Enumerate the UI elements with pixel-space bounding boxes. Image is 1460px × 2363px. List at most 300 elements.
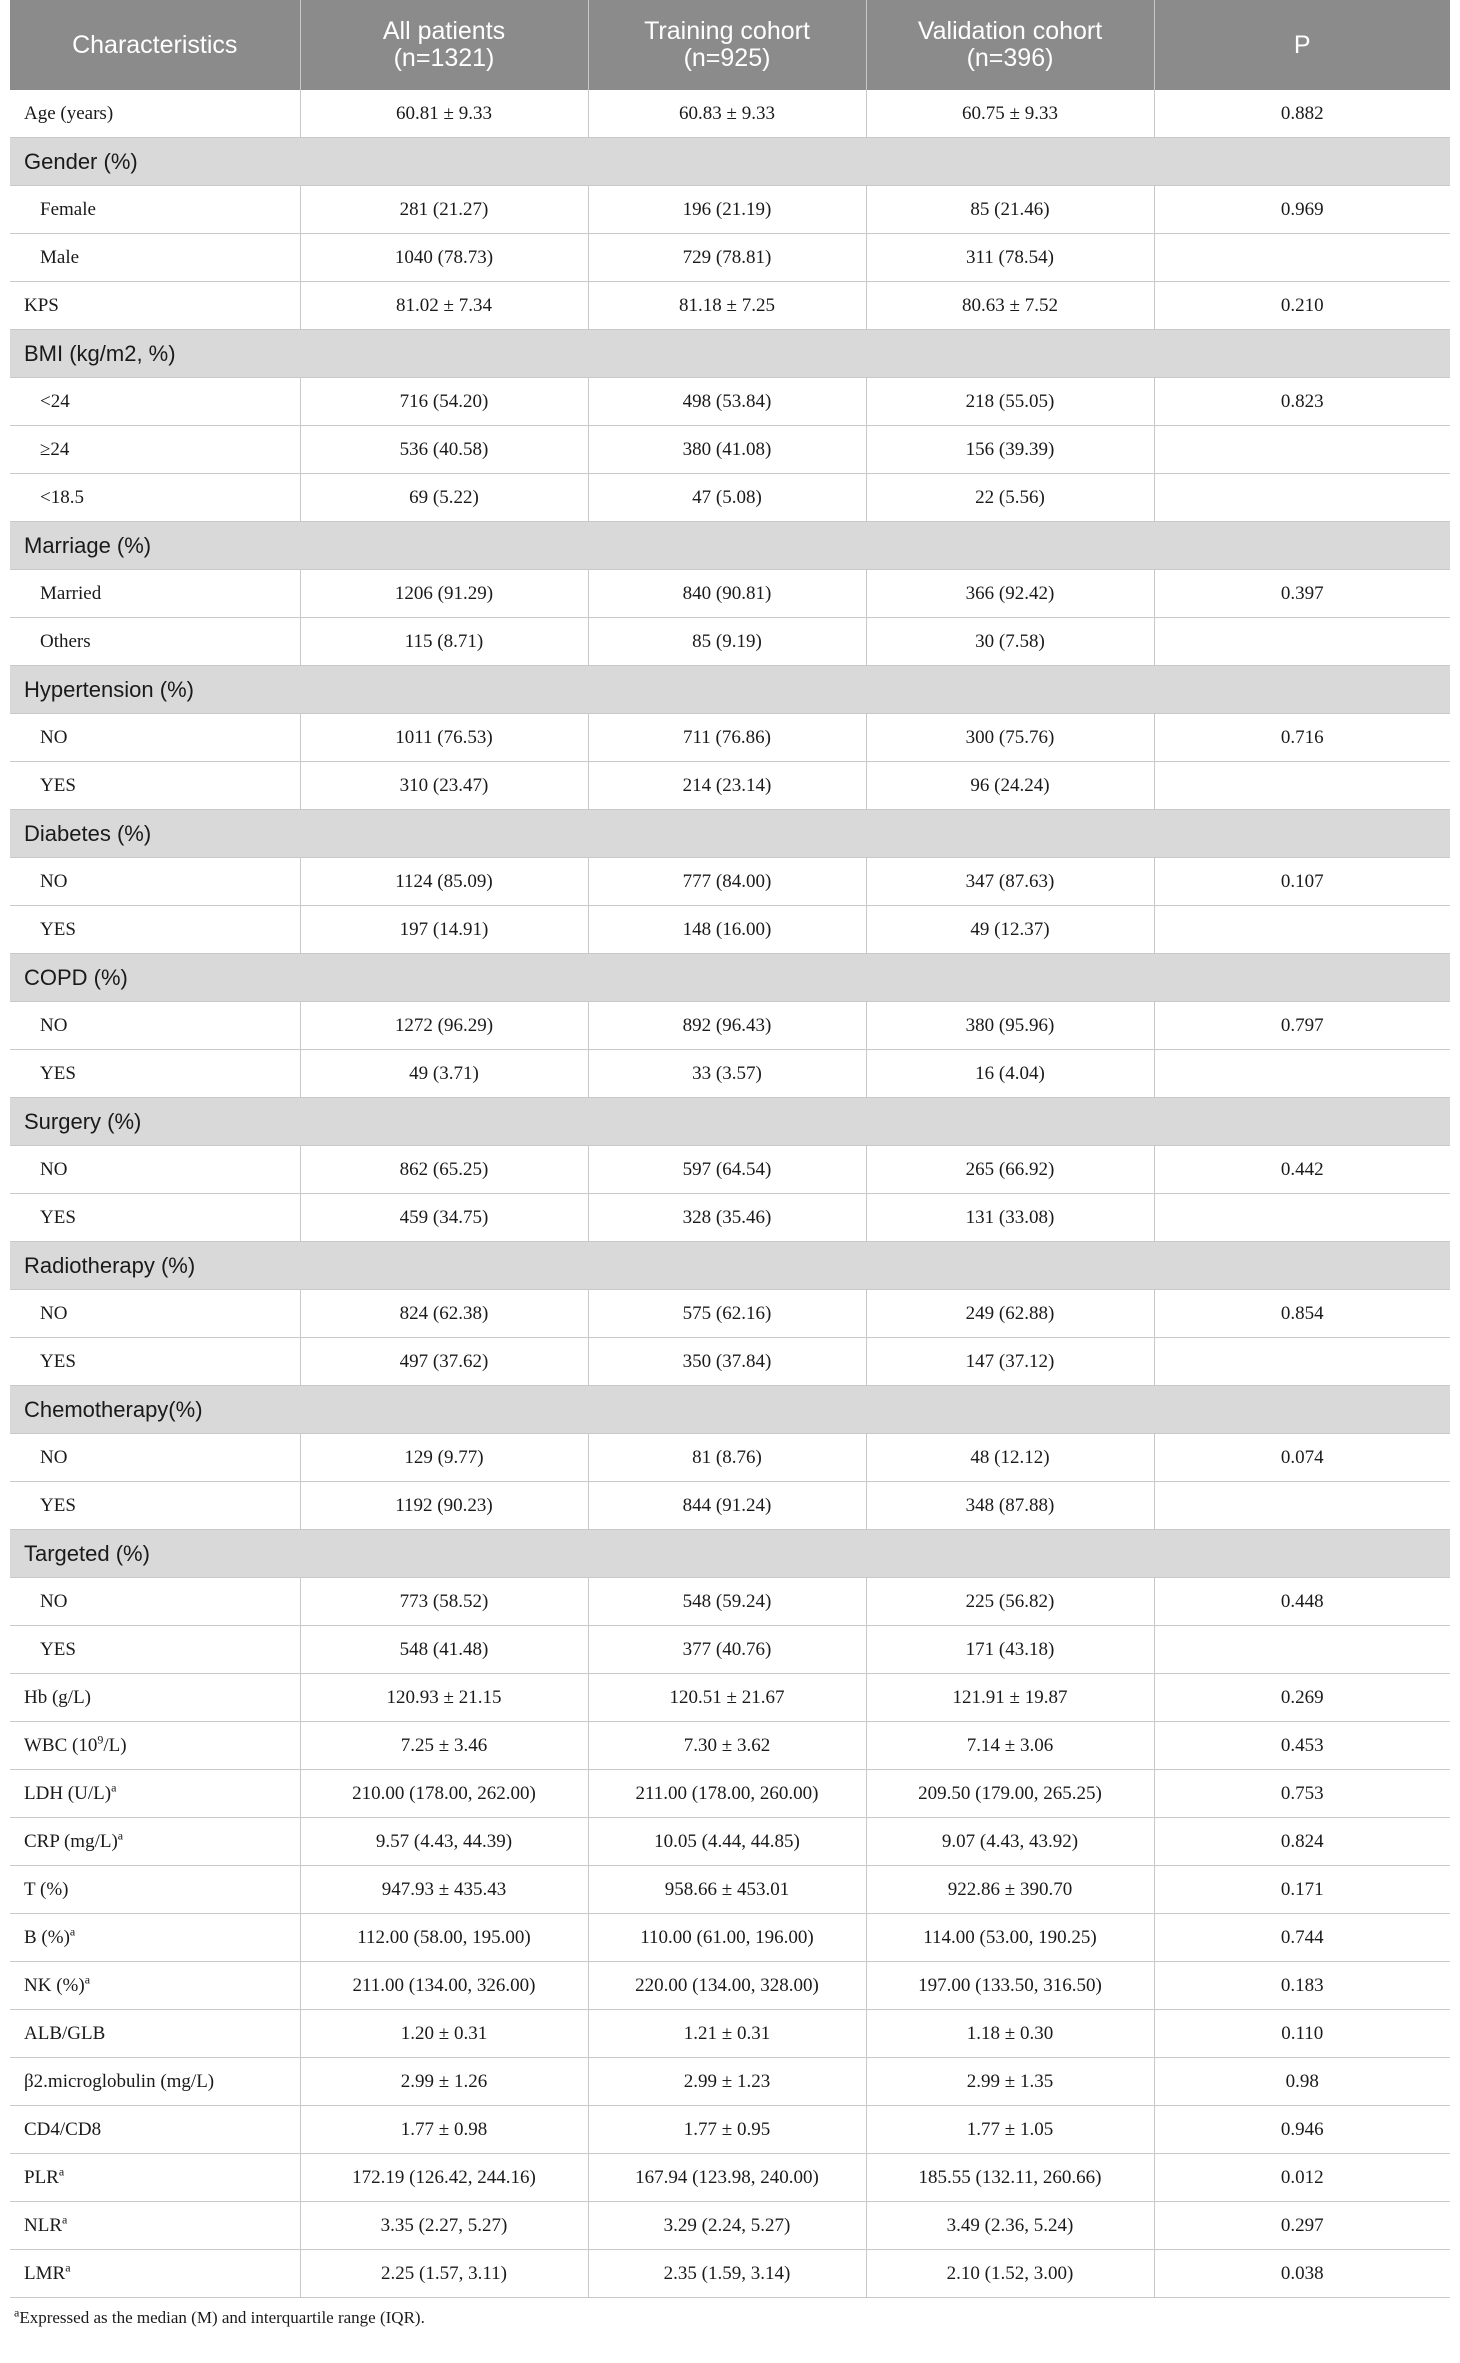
header-line2: (n=925) <box>683 44 771 72</box>
table-row <box>10 2202 1450 2250</box>
row-label <box>10 1626 300 1674</box>
cell-validation-cohort: 131 (33.08) <box>866 1194 1154 1242</box>
cell-validation-cohort: 22 (5.56) <box>866 474 1154 522</box>
section-label: Chemotherapy(%) <box>10 1386 1450 1434</box>
cell-p-value <box>1154 1626 1450 1674</box>
cell-training-cohort: 60.83 ± 9.33 <box>588 90 866 138</box>
row-label-superscript: a <box>111 1780 117 1795</box>
row-label-text: <18.5 <box>40 486 84 508</box>
subcategory-row <box>10 714 1450 762</box>
row-label-text: YES <box>40 1638 76 1660</box>
row-label <box>10 2154 300 2202</box>
row-label <box>10 858 300 906</box>
cell-validation-cohort: 197.00 (133.50, 316.50) <box>866 1962 1154 2010</box>
cell-training-cohort: 1.77 ± 0.95 <box>588 2106 866 2154</box>
row-label-text: NLR <box>24 2214 62 2236</box>
table-row <box>10 1770 1450 1818</box>
row-label-tail: /L) <box>103 1734 127 1756</box>
cell-all-patients: 1206 (91.29) <box>300 570 588 618</box>
subcategory-row <box>10 858 1450 906</box>
header-line2: (n=396) <box>966 44 1054 72</box>
cell-all-patients: 1.77 ± 0.98 <box>300 2106 588 2154</box>
row-label-text: CD4/CD8 <box>24 2118 102 2140</box>
cell-all-patients: 120.93 ± 21.15 <box>300 1674 588 1722</box>
cell-validation-cohort: 2.99 ± 1.35 <box>866 2058 1154 2106</box>
cell-all-patients: 497 (37.62) <box>300 1338 588 1386</box>
table-row <box>10 282 1450 330</box>
cell-validation-cohort: 265 (66.92) <box>866 1146 1154 1194</box>
cell-validation-cohort: 114.00 (53.00, 190.25) <box>866 1914 1154 1962</box>
header-all-patients <box>300 0 588 90</box>
cell-p-value: 0.183 <box>1154 1962 1450 2010</box>
row-label <box>10 906 300 954</box>
section-label: Surgery (%) <box>10 1098 1450 1146</box>
row-label-text: Female <box>40 198 96 220</box>
cell-all-patients: 3.35 (2.27, 5.27) <box>300 2202 588 2250</box>
cell-p-value <box>1154 1482 1450 1530</box>
cell-p-value: 0.110 <box>1154 2010 1450 2058</box>
cell-p-value: 0.297 <box>1154 2202 1450 2250</box>
subcategory-row <box>10 1002 1450 1050</box>
row-label <box>10 1818 300 1866</box>
row-label-text: YES <box>40 918 76 940</box>
cell-training-cohort: 220.00 (134.00, 328.00) <box>588 1962 866 2010</box>
cell-training-cohort: 196 (21.19) <box>588 186 866 234</box>
cell-all-patients: 129 (9.77) <box>300 1434 588 1482</box>
footnote-text: Expressed as the median (M) and interquartile range (IQR). <box>19 2308 425 2327</box>
table-container <box>10 0 1450 2328</box>
cell-all-patients: 211.00 (134.00, 326.00) <box>300 1962 588 2010</box>
row-label-text: WBC (10 <box>24 1734 98 1756</box>
cell-validation-cohort: 347 (87.63) <box>866 858 1154 906</box>
row-label <box>10 618 300 666</box>
section-row <box>10 810 1450 858</box>
subcategory-row <box>10 378 1450 426</box>
cell-training-cohort: 110.00 (61.00, 196.00) <box>588 1914 866 1962</box>
subcategory-row <box>10 474 1450 522</box>
row-label <box>10 90 300 138</box>
cell-p-value: 0.074 <box>1154 1434 1450 1482</box>
cell-training-cohort: 958.66 ± 453.01 <box>588 1866 866 1914</box>
header-p-value <box>1154 0 1450 90</box>
table-row <box>10 90 1450 138</box>
cell-p-value <box>1154 762 1450 810</box>
cell-validation-cohort: 185.55 (132.11, 260.66) <box>866 2154 1154 2202</box>
subcategory-row <box>10 1482 1450 1530</box>
section-row <box>10 522 1450 570</box>
row-label-text: YES <box>40 774 76 796</box>
cell-validation-cohort: 30 (7.58) <box>866 618 1154 666</box>
cell-all-patients: 210.00 (178.00, 262.00) <box>300 1770 588 1818</box>
cell-validation-cohort: 380 (95.96) <box>866 1002 1154 1050</box>
row-label <box>10 1434 300 1482</box>
row-label-text: NO <box>40 1590 68 1612</box>
cell-training-cohort: 548 (59.24) <box>588 1578 866 1626</box>
row-label-text: NO <box>40 726 68 748</box>
header-line1: Validation cohort <box>917 17 1103 45</box>
subcategory-row <box>10 906 1450 954</box>
subcategory-row <box>10 1626 1450 1674</box>
cell-validation-cohort: 85 (21.46) <box>866 186 1154 234</box>
row-label-text: ALB/GLB <box>24 2022 106 2044</box>
row-label-superscript: a <box>62 2212 68 2227</box>
cell-training-cohort: 328 (35.46) <box>588 1194 866 1242</box>
cell-validation-cohort: 121.91 ± 19.87 <box>866 1674 1154 1722</box>
cell-validation-cohort: 48 (12.12) <box>866 1434 1154 1482</box>
section-label: BMI (kg/m2, %) <box>10 330 1450 378</box>
cell-p-value: 0.269 <box>1154 1674 1450 1722</box>
row-label-text: NK (%) <box>24 1974 85 1996</box>
row-label <box>10 2250 300 2298</box>
table-row <box>10 2250 1450 2298</box>
section-row <box>10 138 1450 186</box>
cell-validation-cohort: 922.86 ± 390.70 <box>866 1866 1154 1914</box>
cell-training-cohort: 167.94 (123.98, 240.00) <box>588 2154 866 2202</box>
cell-p-value: 0.823 <box>1154 378 1450 426</box>
cell-validation-cohort: 2.10 (1.52, 3.00) <box>866 2250 1154 2298</box>
table-row <box>10 2154 1450 2202</box>
cell-all-patients: 112.00 (58.00, 195.00) <box>300 1914 588 1962</box>
cell-p-value: 0.854 <box>1154 1290 1450 1338</box>
subcategory-row <box>10 234 1450 282</box>
cell-all-patients: 172.19 (126.42, 244.16) <box>300 2154 588 2202</box>
cell-training-cohort: 777 (84.00) <box>588 858 866 906</box>
row-label <box>10 1290 300 1338</box>
row-label-text: NO <box>40 1446 68 1468</box>
row-label-text: YES <box>40 1206 76 1228</box>
table-footnote <box>10 2305 1450 2328</box>
cell-p-value <box>1154 618 1450 666</box>
cell-all-patients: 81.02 ± 7.34 <box>300 282 588 330</box>
table-row <box>10 1674 1450 1722</box>
cell-validation-cohort: 311 (78.54) <box>866 234 1154 282</box>
row-label <box>10 1482 300 1530</box>
section-label: Targeted (%) <box>10 1530 1450 1578</box>
row-label <box>10 2106 300 2154</box>
cell-training-cohort: 214 (23.14) <box>588 762 866 810</box>
cell-p-value: 0.824 <box>1154 1818 1450 1866</box>
cell-validation-cohort: 366 (92.42) <box>866 570 1154 618</box>
cell-p-value: 0.442 <box>1154 1146 1450 1194</box>
cell-validation-cohort: 80.63 ± 7.52 <box>866 282 1154 330</box>
cell-all-patients: 49 (3.71) <box>300 1050 588 1098</box>
section-row <box>10 1386 1450 1434</box>
table-body <box>10 90 1450 2298</box>
subcategory-row <box>10 1050 1450 1098</box>
section-label: COPD (%) <box>10 954 1450 1002</box>
section-row <box>10 666 1450 714</box>
subcategory-row <box>10 618 1450 666</box>
cell-all-patients: 1192 (90.23) <box>300 1482 588 1530</box>
header-characteristics <box>10 0 300 90</box>
cell-validation-cohort: 218 (55.05) <box>866 378 1154 426</box>
cell-validation-cohort: 96 (24.24) <box>866 762 1154 810</box>
row-label <box>10 186 300 234</box>
row-label-text: KPS <box>24 294 59 316</box>
row-label-superscript: a <box>117 1828 124 1843</box>
cell-training-cohort: 81 (8.76) <box>588 1434 866 1482</box>
row-label-text: LDH (U/L) <box>24 1782 112 1804</box>
row-label-superscript: a <box>84 1972 91 1987</box>
subcategory-row <box>10 1434 1450 1482</box>
section-row <box>10 330 1450 378</box>
cell-validation-cohort: 1.77 ± 1.05 <box>866 2106 1154 2154</box>
cell-p-value: 0.969 <box>1154 186 1450 234</box>
cell-p-value: 0.171 <box>1154 1866 1450 1914</box>
row-label-text: YES <box>40 1350 76 1372</box>
row-label-text: ≥24 <box>40 438 70 460</box>
section-label: Diabetes (%) <box>10 810 1450 858</box>
row-label-text: Age (years) <box>24 102 114 124</box>
row-label <box>10 570 300 618</box>
table-row <box>10 2106 1450 2154</box>
cell-all-patients: 548 (41.48) <box>300 1626 588 1674</box>
cell-validation-cohort: 156 (39.39) <box>866 426 1154 474</box>
subcategory-row <box>10 186 1450 234</box>
table-row <box>10 1866 1450 1914</box>
row-label <box>10 1866 300 1914</box>
cell-validation-cohort: 1.18 ± 0.30 <box>866 2010 1154 2058</box>
cell-all-patients: 1.20 ± 0.31 <box>300 2010 588 2058</box>
cell-validation-cohort: 225 (56.82) <box>866 1578 1154 1626</box>
cell-all-patients: 310 (23.47) <box>300 762 588 810</box>
row-label-superscript: a <box>65 2260 71 2275</box>
cell-p-value: 0.716 <box>1154 714 1450 762</box>
row-label-text: CRP (mg/L) <box>24 1830 118 1852</box>
cell-p-value: 0.453 <box>1154 1722 1450 1770</box>
cell-p-value: 0.107 <box>1154 858 1450 906</box>
cell-all-patients: 9.57 (4.43, 44.39) <box>300 1818 588 1866</box>
characteristics-table <box>10 0 1450 2298</box>
row-label-text: Married <box>40 582 102 604</box>
row-label-text: T (%) <box>24 1878 69 1900</box>
cell-p-value: 0.753 <box>1154 1770 1450 1818</box>
row-label <box>10 1146 300 1194</box>
cell-training-cohort: 211.00 (178.00, 260.00) <box>588 1770 866 1818</box>
table-row <box>10 2010 1450 2058</box>
row-label-text: NO <box>40 1014 68 1036</box>
cell-validation-cohort: 249 (62.88) <box>866 1290 1154 1338</box>
row-label-text: NO <box>40 1302 68 1324</box>
cell-all-patients: 69 (5.22) <box>300 474 588 522</box>
cell-validation-cohort: 7.14 ± 3.06 <box>866 1722 1154 1770</box>
cell-p-value <box>1154 906 1450 954</box>
cell-validation-cohort: 9.07 (4.43, 43.92) <box>866 1818 1154 1866</box>
cell-p-value: 0.797 <box>1154 1002 1450 1050</box>
cell-validation-cohort: 209.50 (179.00, 265.25) <box>866 1770 1154 1818</box>
subcategory-row <box>10 426 1450 474</box>
cell-training-cohort: 892 (96.43) <box>588 1002 866 1050</box>
row-label <box>10 1914 300 1962</box>
header-row <box>10 0 1450 90</box>
subcategory-row <box>10 762 1450 810</box>
cell-validation-cohort: 147 (37.12) <box>866 1338 1154 1386</box>
row-label-text: Others <box>40 630 91 652</box>
cell-training-cohort: 2.99 ± 1.23 <box>588 2058 866 2106</box>
cell-p-value <box>1154 426 1450 474</box>
row-label-superscript: a <box>58 2164 65 2179</box>
cell-p-value: 0.946 <box>1154 2106 1450 2154</box>
row-label <box>10 1050 300 1098</box>
cell-p-value: 0.882 <box>1154 90 1450 138</box>
cell-p-value: 0.448 <box>1154 1578 1450 1626</box>
cell-training-cohort: 7.30 ± 3.62 <box>588 1722 866 1770</box>
cell-validation-cohort: 16 (4.04) <box>866 1050 1154 1098</box>
cell-p-value <box>1154 1050 1450 1098</box>
cell-training-cohort: 47 (5.08) <box>588 474 866 522</box>
cell-all-patients: 536 (40.58) <box>300 426 588 474</box>
table-header <box>10 0 1450 90</box>
row-label <box>10 2202 300 2250</box>
row-label <box>10 426 300 474</box>
cell-all-patients: 115 (8.71) <box>300 618 588 666</box>
row-label <box>10 234 300 282</box>
cell-all-patients: 862 (65.25) <box>300 1146 588 1194</box>
cell-training-cohort: 380 (41.08) <box>588 426 866 474</box>
section-label: Radiotherapy (%) <box>10 1242 1450 1290</box>
row-label <box>10 378 300 426</box>
row-label-text: NO <box>40 870 68 892</box>
cell-p-value <box>1154 1338 1450 1386</box>
subcategory-row <box>10 1338 1450 1386</box>
row-label <box>10 1962 300 2010</box>
row-label-text: PLR <box>24 2166 59 2188</box>
cell-all-patients: 1124 (85.09) <box>300 858 588 906</box>
row-label-text: <24 <box>40 390 70 412</box>
cell-training-cohort: 10.05 (4.44, 44.85) <box>588 1818 866 1866</box>
cell-all-patients: 1040 (78.73) <box>300 234 588 282</box>
table-row <box>10 1818 1450 1866</box>
row-label <box>10 714 300 762</box>
cell-training-cohort: 1.21 ± 0.31 <box>588 2010 866 2058</box>
table-row <box>10 2058 1450 2106</box>
cell-training-cohort: 33 (3.57) <box>588 1050 866 1098</box>
row-label <box>10 1002 300 1050</box>
cell-p-value: 0.744 <box>1154 1914 1450 1962</box>
cell-validation-cohort: 348 (87.88) <box>866 1482 1154 1530</box>
header-training-cohort <box>588 0 866 90</box>
cell-p-value <box>1154 474 1450 522</box>
row-label <box>10 1770 300 1818</box>
cell-training-cohort: 498 (53.84) <box>588 378 866 426</box>
row-label-text: B (%) <box>24 1926 70 1948</box>
cell-p-value: 0.038 <box>1154 2250 1450 2298</box>
cell-training-cohort: 3.29 (2.24, 5.27) <box>588 2202 866 2250</box>
row-label <box>10 2058 300 2106</box>
header-validation-cohort <box>866 0 1154 90</box>
cell-training-cohort: 81.18 ± 7.25 <box>588 282 866 330</box>
cell-p-value: 0.98 <box>1154 2058 1450 2106</box>
section-label: Gender (%) <box>10 138 1450 186</box>
cell-all-patients: 773 (58.52) <box>300 1578 588 1626</box>
row-label <box>10 474 300 522</box>
cell-all-patients: 2.99 ± 1.26 <box>300 2058 588 2106</box>
cell-training-cohort: 840 (90.81) <box>588 570 866 618</box>
table-row <box>10 1962 1450 2010</box>
cell-training-cohort: 729 (78.81) <box>588 234 866 282</box>
row-label <box>10 282 300 330</box>
cell-training-cohort: 148 (16.00) <box>588 906 866 954</box>
row-label <box>10 1674 300 1722</box>
cell-all-patients: 824 (62.38) <box>300 1290 588 1338</box>
table-row <box>10 1722 1450 1770</box>
header-line1: P <box>1293 30 1311 59</box>
section-label: Hypertension (%) <box>10 666 1450 714</box>
cell-p-value: 0.012 <box>1154 2154 1450 2202</box>
row-label <box>10 762 300 810</box>
row-label <box>10 1194 300 1242</box>
row-label <box>10 1338 300 1386</box>
row-label-text: Hb (g/L) <box>24 1686 92 1708</box>
cell-all-patients: 2.25 (1.57, 3.11) <box>300 2250 588 2298</box>
cell-all-patients: 1272 (96.29) <box>300 1002 588 1050</box>
cell-training-cohort: 575 (62.16) <box>588 1290 866 1338</box>
row-label-text: Male <box>40 246 80 268</box>
row-label-superscript: a <box>69 1924 76 1939</box>
cell-training-cohort: 711 (76.86) <box>588 714 866 762</box>
cell-training-cohort: 120.51 ± 21.67 <box>588 1674 866 1722</box>
cell-validation-cohort: 3.49 (2.36, 5.24) <box>866 2202 1154 2250</box>
section-row <box>10 1530 1450 1578</box>
header-line1: Training cohort <box>644 17 810 45</box>
table-row <box>10 1914 1450 1962</box>
cell-all-patients: 7.25 ± 3.46 <box>300 1722 588 1770</box>
cell-all-patients: 947.93 ± 435.43 <box>300 1866 588 1914</box>
header-line1: Characteristics <box>72 30 238 59</box>
cell-p-value: 0.210 <box>1154 282 1450 330</box>
row-label-superscript: 9 <box>97 1732 104 1747</box>
cell-all-patients: 197 (14.91) <box>300 906 588 954</box>
row-label <box>10 2010 300 2058</box>
cell-training-cohort: 597 (64.54) <box>588 1146 866 1194</box>
cell-all-patients: 459 (34.75) <box>300 1194 588 1242</box>
header-line2: (n=1321) <box>393 44 495 72</box>
row-label <box>10 1722 300 1770</box>
cell-validation-cohort: 300 (75.76) <box>866 714 1154 762</box>
section-row <box>10 954 1450 1002</box>
row-label-text: NO <box>40 1158 68 1180</box>
cell-all-patients: 60.81 ± 9.33 <box>300 90 588 138</box>
footnote-marker: a <box>14 2305 20 2320</box>
cell-training-cohort: 2.35 (1.59, 3.14) <box>588 2250 866 2298</box>
subcategory-row <box>10 1578 1450 1626</box>
subcategory-row <box>10 1290 1450 1338</box>
cell-p-value <box>1154 234 1450 282</box>
subcategory-row <box>10 1146 1450 1194</box>
cell-training-cohort: 377 (40.76) <box>588 1626 866 1674</box>
row-label-text: YES <box>40 1062 76 1084</box>
section-row <box>10 1098 1450 1146</box>
cell-validation-cohort: 60.75 ± 9.33 <box>866 90 1154 138</box>
cell-all-patients: 281 (21.27) <box>300 186 588 234</box>
section-label: Marriage (%) <box>10 522 1450 570</box>
cell-training-cohort: 350 (37.84) <box>588 1338 866 1386</box>
cell-all-patients: 716 (54.20) <box>300 378 588 426</box>
subcategory-row <box>10 1194 1450 1242</box>
cell-validation-cohort: 171 (43.18) <box>866 1626 1154 1674</box>
row-label-text: LMR <box>24 2262 66 2284</box>
row-label-text: β2.microglobulin (mg/L) <box>24 2070 215 2092</box>
header-line1: All patients <box>382 17 506 45</box>
cell-training-cohort: 85 (9.19) <box>588 618 866 666</box>
cell-p-value: 0.397 <box>1154 570 1450 618</box>
row-label-text: YES <box>40 1494 76 1516</box>
section-row <box>10 1242 1450 1290</box>
cell-p-value <box>1154 1194 1450 1242</box>
cell-training-cohort: 844 (91.24) <box>588 1482 866 1530</box>
cell-all-patients: 1011 (76.53) <box>300 714 588 762</box>
subcategory-row <box>10 570 1450 618</box>
